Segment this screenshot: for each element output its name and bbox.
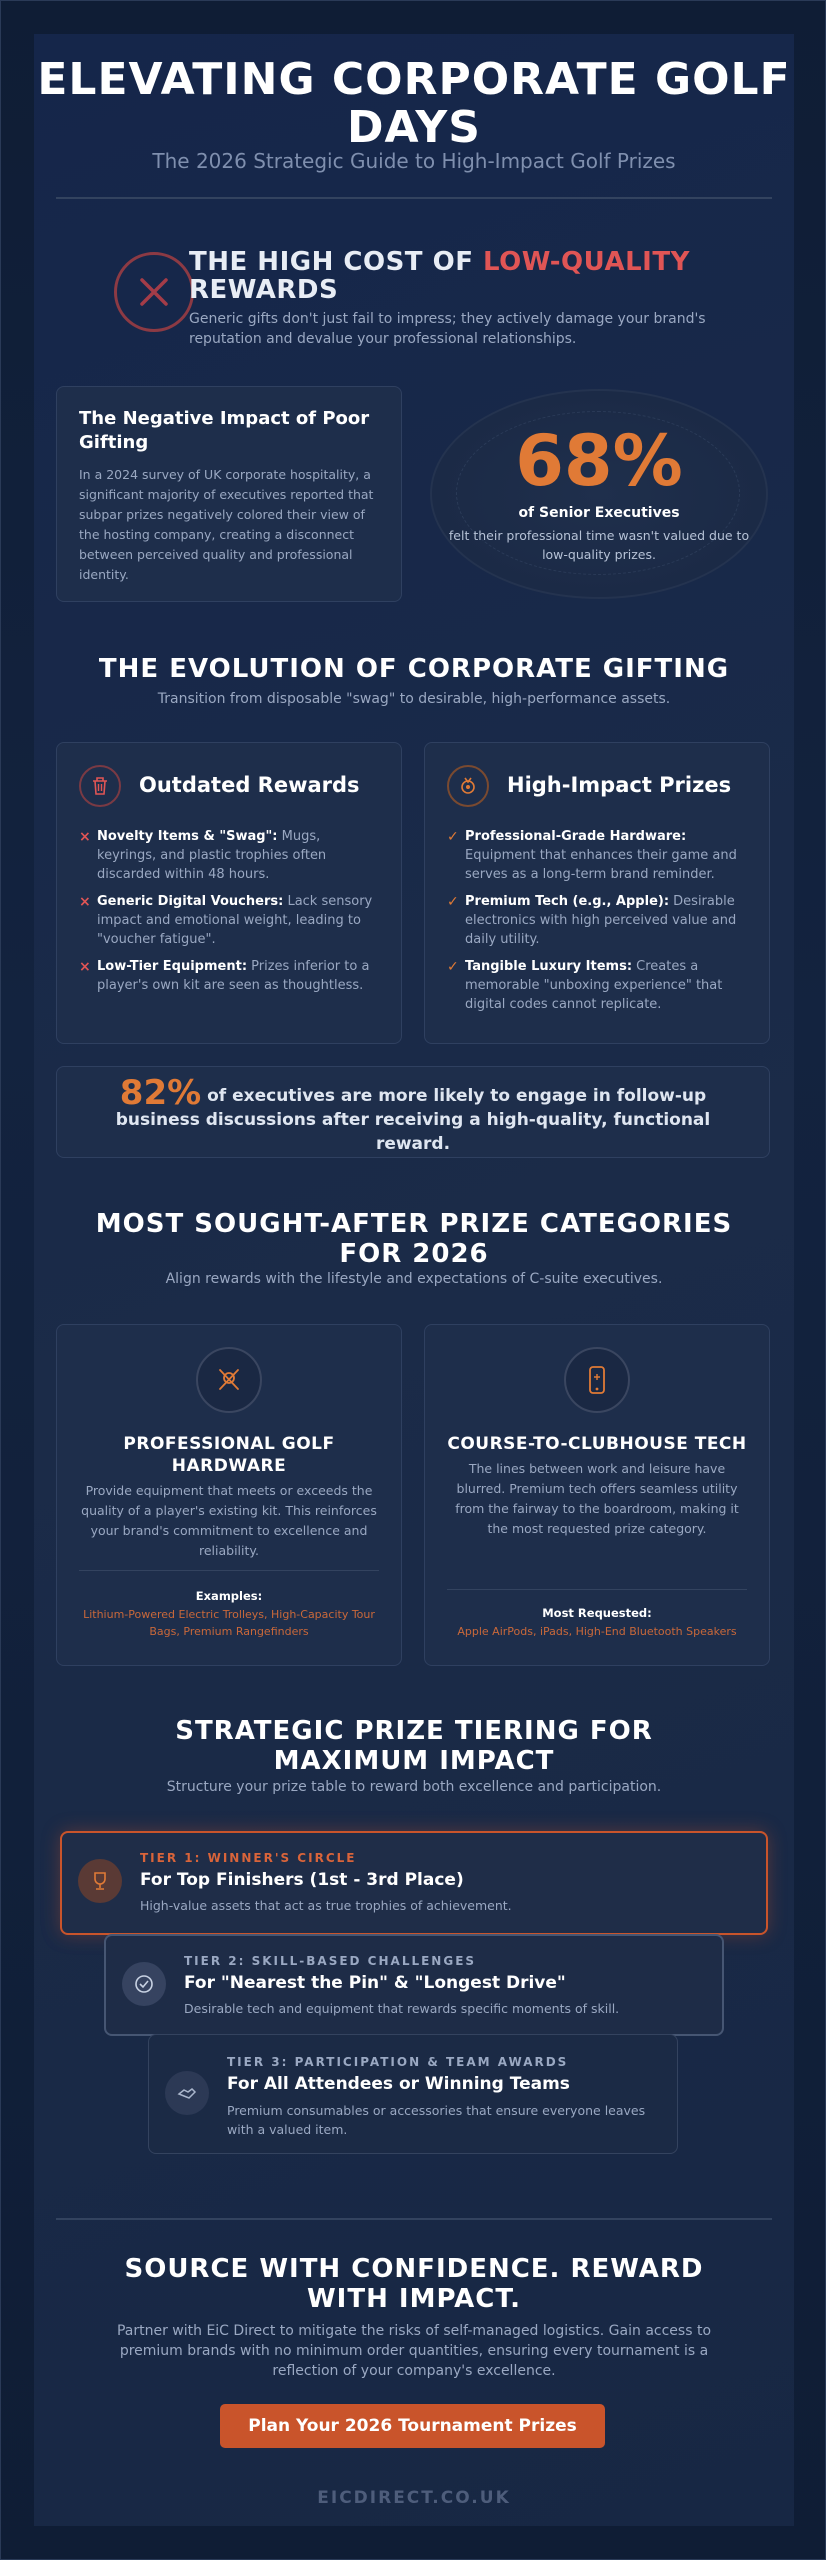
tier-title: For Top Finishers (1st - 3rd Place) [140, 1870, 464, 1890]
negative-impact-card [56, 386, 402, 602]
high-impact-item-text: Equipment that enhances their game and serves as a long-term brand reminder. [465, 848, 737, 882]
negative-impact-title: The Negative Impact of Poor Gifting [79, 408, 370, 453]
trophy-icon [78, 1859, 122, 1903]
handshake-icon [165, 2071, 209, 2115]
tier-desc: High-value assets that act as true trophies of achievement. [140, 1898, 512, 1913]
outdated-item-text: Prizes inferior to a player's own kit are seen as thoughtless. [97, 959, 370, 993]
x-marker-icon: × [79, 829, 91, 845]
outdated-item [97, 957, 377, 995]
cost-title-highlight: LOW-QUALITY [483, 247, 690, 277]
tier-label: TIER 1: WINNER'S CIRCLE [140, 1851, 357, 1865]
cta-body: Partner with EiC Direct to mitigate the risks of self-managed logistics. Gain access to premium brands with no minimum order quantities, ensuring every tournament is a reflection of your company's excellence. [116, 2323, 712, 2379]
stat-label: of Senior Executives [518, 505, 680, 521]
category-footer-label: Most Requested: [542, 1606, 652, 1620]
category-footer-value: Lithium-Powered Electric Trolleys, High-Capacity Tour Bags, Premium Rangefinders [83, 1608, 375, 1638]
tier-card [60, 1831, 768, 1935]
outdated-item-bold: Low-Tier Equipment: [97, 959, 248, 974]
divider [56, 2218, 772, 2220]
category-footer-label: Examples: [195, 1589, 263, 1603]
category-card [424, 1324, 770, 1666]
high-impact-card [424, 742, 770, 1044]
x-marker-icon: × [79, 959, 91, 975]
high-impact-item [465, 827, 745, 884]
tier-label: TIER 2: SKILL-BASED CHALLENGES [184, 1954, 477, 1968]
stat-value: 68% [515, 420, 683, 502]
high-impact-item-bold: Tangible Luxury Items: [465, 959, 633, 974]
engagement-caption: of executives are more likely to engage in follow-up business discussions after receiving a high-quality, functional reward. [115, 1086, 711, 1154]
smartphone-icon [564, 1347, 630, 1413]
plan-prizes-button[interactable]: Plan Your 2026 Tournament Prizes [220, 2404, 605, 2448]
category-title: PROFESSIONAL GOLF HARDWARE [123, 1434, 335, 1476]
evolution-title: THE EVOLUTION OF CORPORATE GIFTING [98, 654, 730, 684]
x-circle-icon [114, 252, 194, 332]
high-impact-item-text: Creates a memorable "unboxing experience" that digital codes cannot replicate. [465, 959, 723, 1012]
hero-title: ELEVATING CORPORATE GOLF DAYS [37, 54, 791, 153]
trash-icon [79, 765, 121, 807]
check-circle-icon [122, 1962, 166, 2006]
high-impact-item-bold: Premium Tech (e.g., Apple): [465, 894, 670, 909]
footer-url[interactable]: EICDIRECT.CO.UK [317, 2488, 511, 2508]
outdated-item-bold: Generic Digital Vouchers: [97, 894, 284, 909]
high-impact-item-text: Desirable electronics with high perceived value and daily utility. [465, 894, 737, 947]
check-marker-icon: ✓ [447, 829, 459, 845]
stat-caption: felt their professional time wasn't valued due to low-quality prizes. [448, 528, 750, 562]
high-impact-title: High-Impact Prizes [507, 773, 732, 797]
check-marker-icon: ✓ [447, 959, 459, 975]
cost-title [189, 248, 749, 304]
tiering-title: STRATEGIC PRIZE TIERING FOR MAXIMUM IMPACT [175, 1716, 653, 1776]
tiering-subtitle: Structure your prize table to reward both excellence and participation. [166, 1779, 662, 1795]
stat-ellipse [430, 389, 768, 599]
high-impact-item [465, 892, 745, 949]
outdated-item [97, 892, 377, 949]
divider [56, 197, 772, 199]
outdated-item-text: Lack sensory impact and emotional weight, leading to "voucher fatigue". [97, 894, 373, 947]
outdated-item-bold: Novelty Items & "Swag": [97, 829, 278, 844]
engagement-value: 82% [119, 1073, 202, 1113]
divider [447, 1589, 747, 1590]
tier-card [104, 1934, 724, 2036]
negative-impact-body: In a 2024 survey of UK corporate hospitality, a significant majority of executives reported that subpar prizes negatively colored their view of the hosting company, creating a disconnect between perceived quality and professional identity. [79, 467, 374, 582]
tier-label: TIER 3: PARTICIPATION & TEAM AWARDS [227, 2055, 569, 2069]
tier-title: For All Attendees or Winning Teams [227, 2074, 570, 2094]
cost-title-suffix: REWARDS [189, 275, 339, 305]
medal-icon [447, 765, 489, 807]
divider [79, 1570, 379, 1571]
outdated-rewards-title: Outdated Rewards [139, 773, 360, 797]
cta-title: SOURCE WITH CONFIDENCE. REWARD WITH IMPACT. [124, 2254, 704, 2314]
tier-desc: Premium consumables or accessories that ensure everyone leaves with a valued item. [227, 2103, 646, 2137]
categories-title: MOST SOUGHT-AFTER PRIZE CATEGORIES FOR 2026 [95, 1209, 733, 1269]
evolution-subtitle: Transition from disposable "swag" to desirable, high-performance assets. [157, 691, 671, 707]
check-marker-icon: ✓ [447, 894, 459, 910]
categories-subtitle: Align rewards with the lifestyle and expectations of C-suite executives. [165, 1271, 663, 1287]
category-title: COURSE-TO-CLUBHOUSE TECH [447, 1434, 747, 1454]
tier-card [148, 2034, 678, 2154]
tier-title: For "Nearest the Pin" & "Longest Drive" [184, 1973, 566, 1993]
high-impact-item [465, 957, 745, 1014]
cost-description: Generic gifts don't just fail to impress; they actively damage your brand's reputation and devalue your professional relationships. [189, 311, 706, 347]
golf-hardware-icon [196, 1347, 262, 1413]
category-footer-value: Apple AirPods, iPads, High-End Bluetooth Speakers [457, 1625, 737, 1638]
x-marker-icon: × [79, 894, 91, 910]
cost-title-prefix: THE HIGH COST OF [189, 247, 484, 277]
category-body: Provide equipment that meets or exceeds the quality of a player's existing kit. This reinforces your brand's commitment to excellence and reliability. [81, 1483, 377, 1558]
tier-desc: Desirable tech and equipment that rewards specific moments of skill. [184, 2001, 620, 2016]
outdated-item-text: Mugs, keyrings, and plastic trophies often discarded within 48 hours. [97, 829, 327, 882]
engagement-text [81, 1073, 745, 1156]
engagement-banner [56, 1066, 770, 1158]
category-body: The lines between work and leisure have blurred. Premium tech offers seamless utility from the fairway to the boardroom, making it the most requested prize category. [455, 1461, 739, 1536]
outdated-rewards-card [56, 742, 402, 1044]
category-card [56, 1324, 402, 1666]
hero-subtitle: The 2026 Strategic Guide to High-Impact Golf Prizes [152, 149, 676, 173]
outdated-item [97, 827, 377, 884]
high-impact-item-bold: Professional-Grade Hardware: [465, 829, 687, 844]
infographic-panel [34, 34, 794, 2526]
